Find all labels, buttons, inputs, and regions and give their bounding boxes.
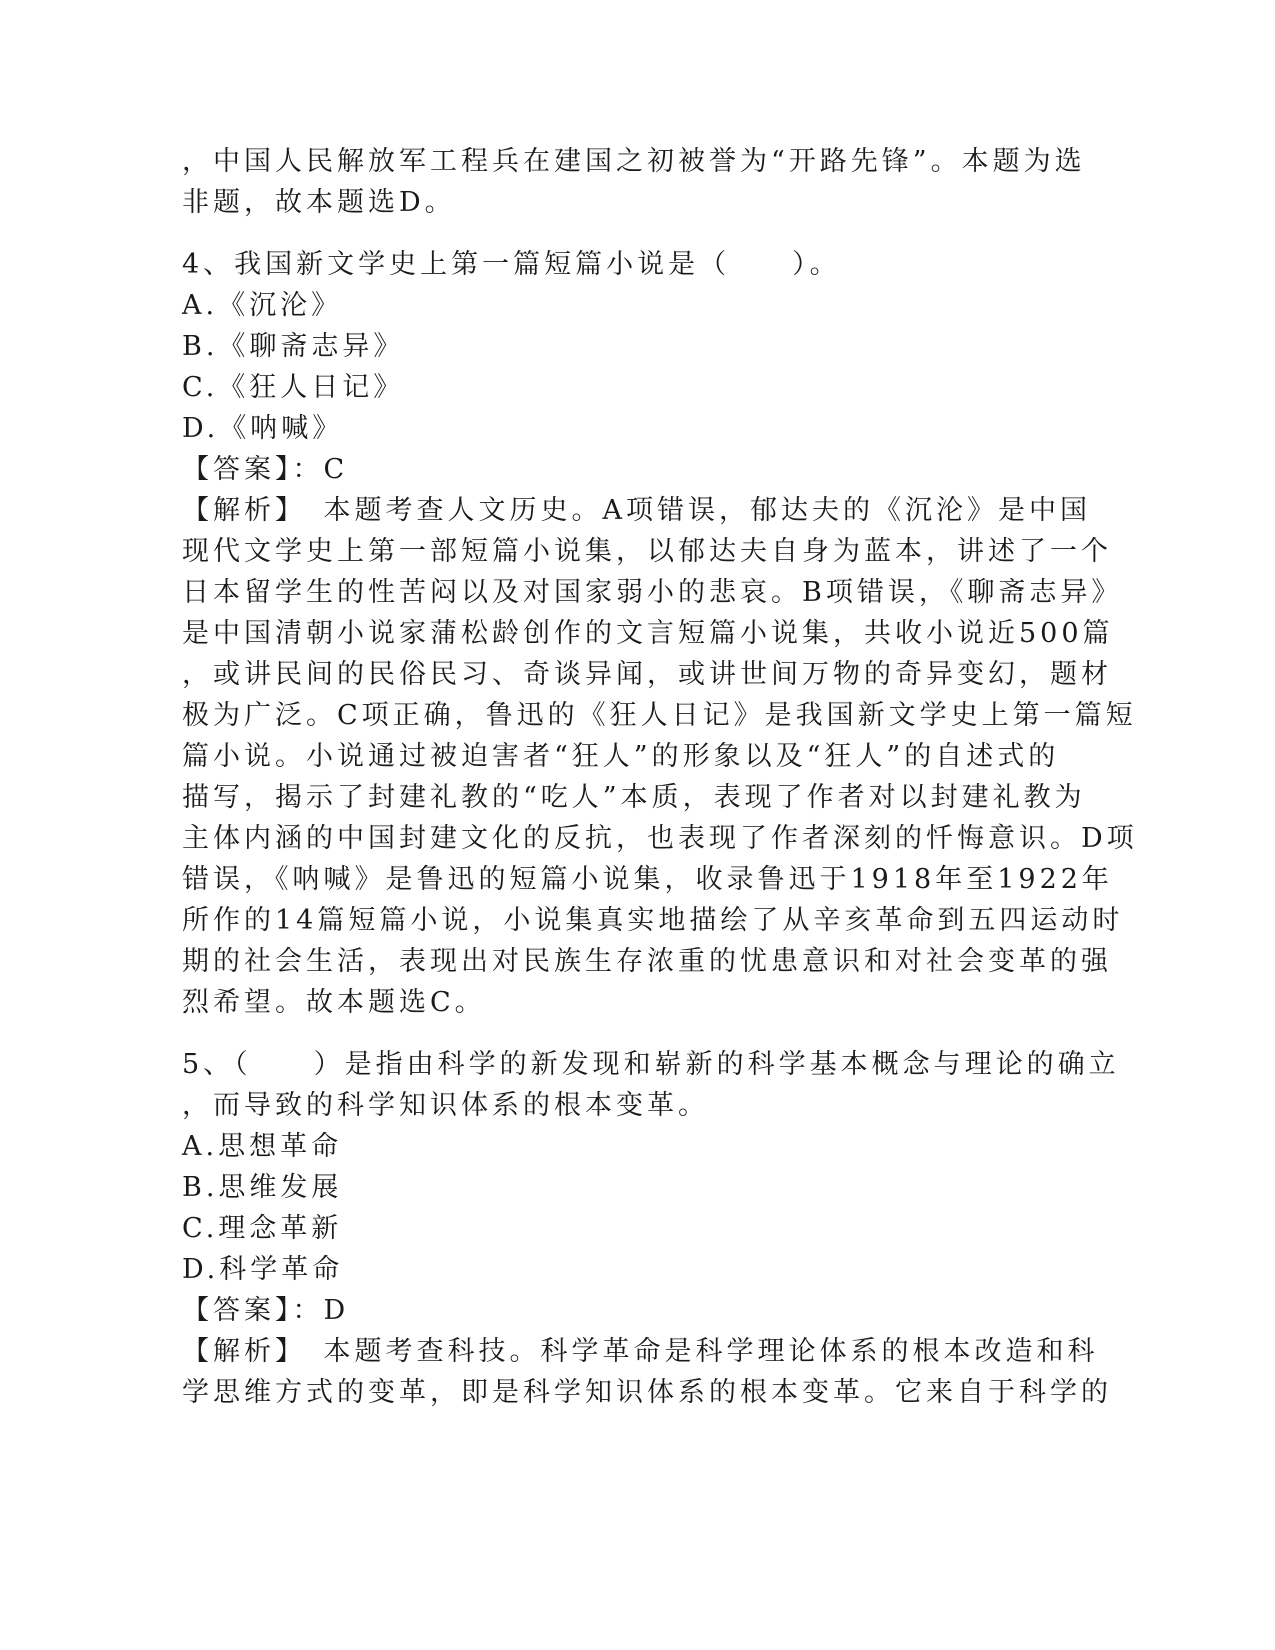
question-4-analysis-line: 描写，揭示了封建礼教的“吃人”本质，表现了作者对以封建礼教为 [182, 782, 1086, 813]
question-5-analysis-line: 【解析】 本题考查科技。科学革命是科学理论体系的根本改造和科 [182, 1336, 1099, 1367]
question-5-option-c: C.理念革新 [182, 1213, 343, 1244]
question-4-analysis-line: 日本留学生的性苦闷以及对国家弱小的悲哀。B项错误，《聊斋志异》 [182, 577, 1123, 608]
question-4-analysis-line: 期的社会生活，表现出对民族生存浓重的忧患意识和对社会变革的强 [182, 946, 1112, 977]
question-4-analysis-line: 【解析】 本题考查人文历史。A项错误，郁达夫的《沉沦》是中国 [182, 495, 1091, 526]
question-5-option-d: D.科学革命 [182, 1254, 344, 1285]
question-4-answer: 【答案】：C [182, 454, 349, 485]
question-4-analysis-line: 极为广泛。C项正确，鲁迅的《狂人日记》是我国新文学史上第一篇短 [182, 700, 1137, 731]
question-4-analysis-line: 主体内涵的中国封建文化的反抗，也表现了作者深刻的忏悔意识。D项 [182, 823, 1138, 854]
question-5-analysis-line: 学思维方式的变革，即是科学知识体系的根本变革。它来自于科学的 [182, 1377, 1112, 1408]
question-5-option-b: B.思维发展 [182, 1172, 343, 1203]
question-4-analysis-line: 所作的14篇短篇小说，小说集真实地描绘了从辛亥革命到五四运动时 [182, 905, 1124, 936]
continuation-line: 非题，故本题选D。 [182, 187, 456, 218]
question-4-analysis-line: 烈希望。故本题选C。 [182, 987, 486, 1018]
question-4-analysis-line: 现代文学史上第一部短篇小说集，以郁达夫自身为蓝本，讲述了一个 [182, 536, 1112, 567]
question-4-option-a: A.《沉沦》 [182, 290, 343, 321]
question-5-option-a: A.思想革命 [182, 1131, 343, 1162]
question-4-analysis-line: ，或讲民间的民俗民习、奇谈异闻，或讲世间万物的奇异变幻，题材 [182, 659, 1112, 690]
question-4-analysis-line: 错误，《呐喊》是鲁迅的短篇小说集，收录鲁迅于1918年至1922年 [182, 864, 1113, 895]
question-4-option-c: C.《狂人日记》 [182, 372, 405, 403]
question-4-option-d: D.《呐喊》 [182, 413, 344, 444]
question-5-stem: 5、（ ）是指由科学的新发现和崭新的科学基本概念与理论的确立 [182, 1049, 1120, 1080]
question-5-stem: ，而导致的科学知识体系的根本变革。 [182, 1090, 709, 1121]
question-4-option-b: B.《聊斋志异》 [182, 331, 405, 362]
question-4-analysis-line: 是中国清朝小说家蒲松龄创作的文言短篇小说集，共收小说近500篇 [182, 618, 1114, 649]
question-4-stem: 4、我国新文学史上第一篇短篇小说是（ ）。 [182, 249, 841, 280]
question-5-answer: 【答案】：D [182, 1295, 350, 1326]
continuation-line: ，中国人民解放军工程兵在建国之初被誉为“开路先锋”。本题为选 [182, 146, 1086, 177]
question-4-analysis-line: 篇小说。小说通过被迫害者“狂人”的形象以及“狂人”的自述式的 [182, 741, 1060, 772]
